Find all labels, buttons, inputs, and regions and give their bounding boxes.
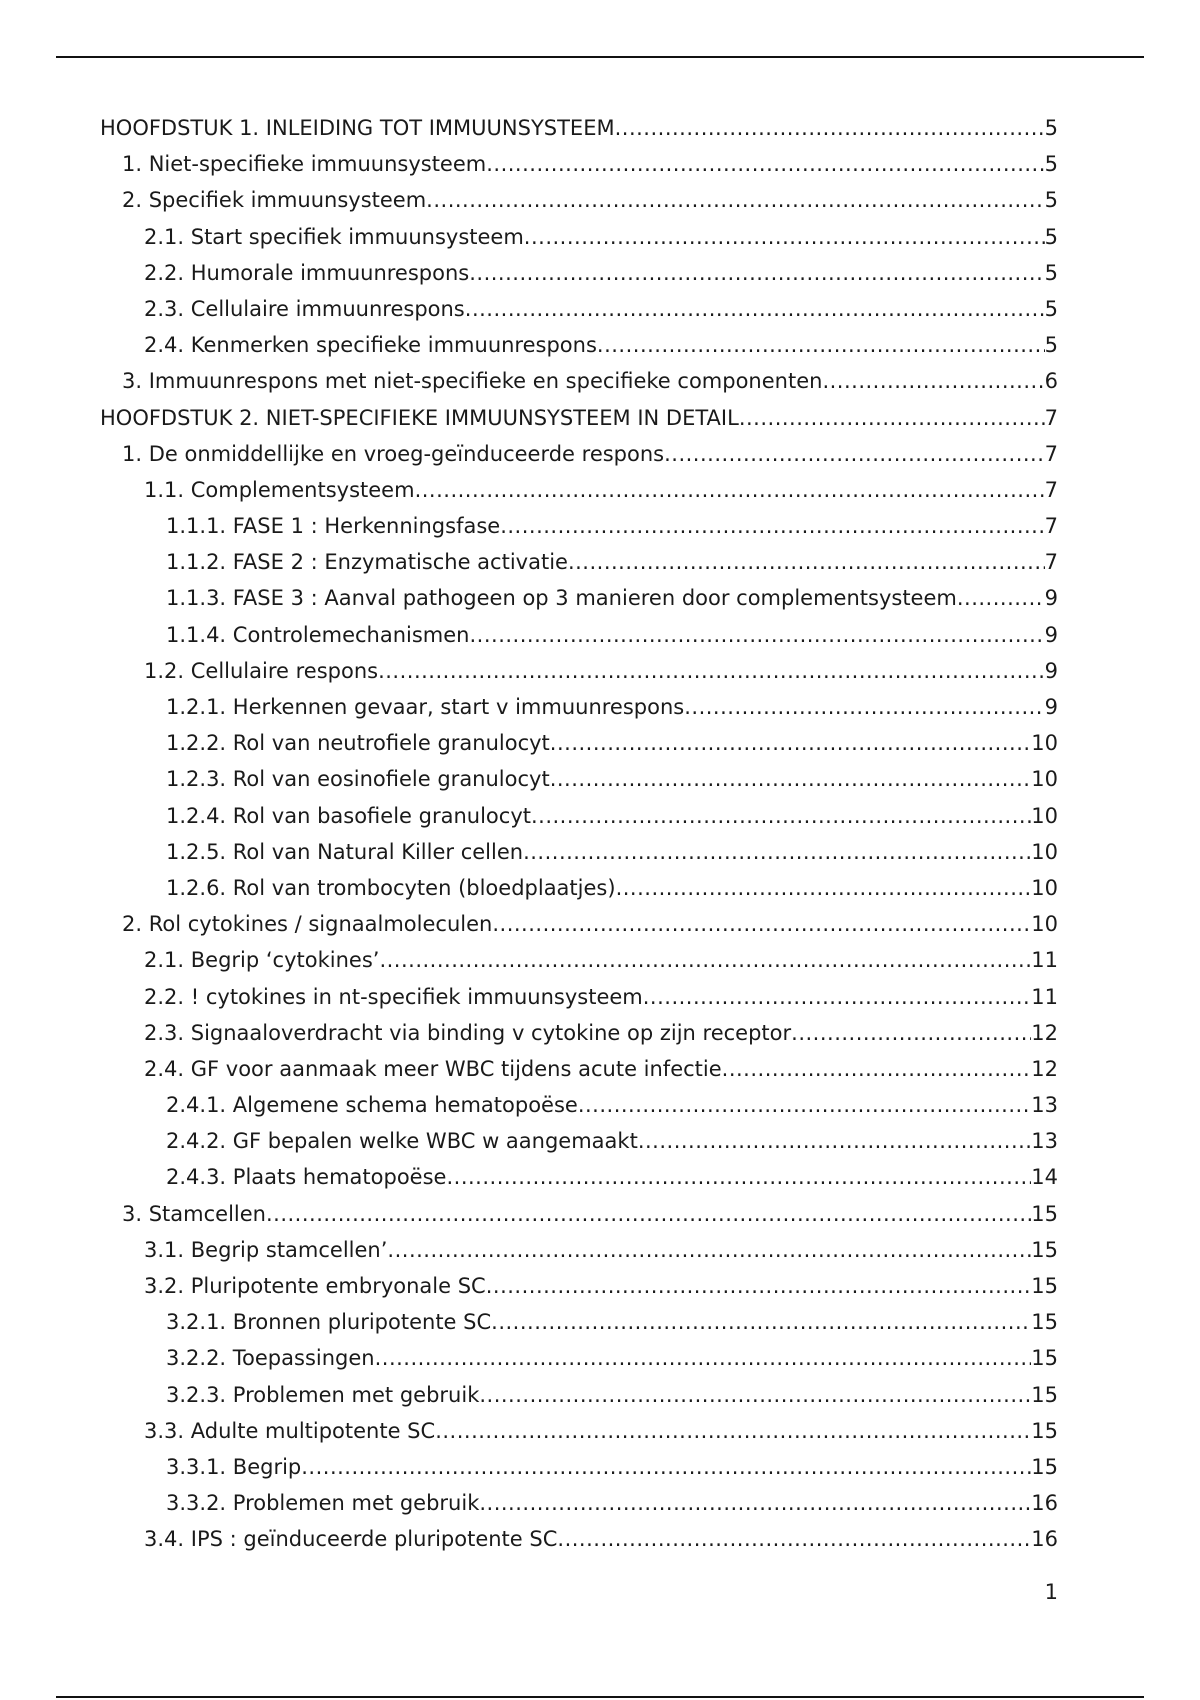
dot-leader [486, 146, 1044, 182]
toc-entry-page: 10 [1031, 912, 1058, 937]
toc-entry[interactable] [100, 798, 1058, 834]
dot-leader [465, 291, 1045, 327]
toc-entry[interactable] [100, 1015, 1058, 1051]
toc-entry[interactable] [100, 436, 1058, 472]
dot-leader [387, 1232, 1031, 1268]
toc-entry-page: 15 [1031, 1310, 1058, 1335]
dot-leader [739, 400, 1045, 436]
dot-leader [684, 689, 1044, 725]
dot-leader [615, 110, 1045, 146]
toc-entry-page: 5 [1044, 296, 1058, 321]
toc-entry-page: 5 [1044, 152, 1058, 177]
toc-entry[interactable] [100, 1232, 1058, 1268]
toc-entry-title: 1.1.4. Controlemechanismen [166, 622, 470, 647]
toc-entry-title: 1.1.2. FASE 2 : Enzymatische activatie [166, 550, 568, 575]
dot-leader [616, 870, 1032, 906]
footer-rule [56, 1696, 1144, 1698]
dot-leader [492, 906, 1031, 942]
toc-entry[interactable] [100, 1377, 1058, 1413]
toc-entry-page: 5 [1044, 260, 1058, 285]
toc-entry-title: 3.2.2. Toepassingen [166, 1346, 375, 1371]
toc-entry[interactable] [100, 291, 1058, 327]
dot-leader [378, 653, 1045, 689]
toc-entry-title: 2.2. Humorale immuunrespons [144, 260, 470, 285]
toc-entry-title: 3.3.2. Problemen met gebruik [166, 1491, 480, 1516]
dot-leader [479, 1377, 1031, 1413]
dot-leader [301, 1449, 1031, 1485]
dot-leader [523, 834, 1031, 870]
toc-entry-page: 7 [1044, 550, 1058, 575]
dot-leader [643, 979, 1032, 1015]
toc-entry-page: 9 [1044, 622, 1058, 647]
toc-entry-page: 15 [1031, 1237, 1058, 1262]
toc-entry-title: 2.3. Cellulaire immuunrespons [144, 296, 465, 321]
dot-leader [550, 761, 1032, 797]
toc-entry-title: 2.4. Kenmerken specifieke immuunrespons [144, 333, 597, 358]
toc-entry-title: 3.2.1. Bronnen pluripotente SC [166, 1310, 492, 1335]
toc-entry-page: 11 [1031, 948, 1058, 973]
toc-entry-title: 1.2.3. Rol van eosinofiele granulocyt [166, 767, 550, 792]
toc-entry[interactable] [100, 580, 1058, 616]
toc-entry-title: 2.4. GF voor aanmaak meer WBC tijdens acute infectie [144, 1056, 722, 1081]
toc-entry-page: 16 [1031, 1491, 1058, 1516]
toc-entry-title: 1. Niet-specifieke immuunsysteem [122, 152, 487, 177]
toc-entry-page: 15 [1031, 1418, 1058, 1443]
toc-entry[interactable] [100, 942, 1058, 978]
dot-leader [469, 255, 1044, 291]
toc-entry-title: 1.1. Complementsysteem [144, 477, 415, 502]
toc-entry[interactable] [100, 689, 1058, 725]
toc-entry-page: 12 [1031, 1020, 1058, 1045]
dot-leader [557, 1521, 1031, 1557]
toc-entry[interactable] [100, 834, 1058, 870]
toc-entry-title: 3.4. IPS : geïnduceerde pluripotente SC [144, 1527, 558, 1552]
toc-entry-page: 5 [1044, 116, 1058, 140]
dot-leader [375, 1340, 1032, 1376]
toc-entry-title: HOOFDSTUK 1. INLEIDING TOT IMMUUNSYSTEEM [100, 116, 615, 140]
dot-leader [435, 1413, 1031, 1449]
toc-entry-title: 2.3. Signaaloverdracht via binding v cytokine op zijn receptor [144, 1020, 792, 1045]
dot-leader [722, 1051, 1032, 1087]
toc-entry-title: 3.1. Begrip stamcellen’ [144, 1237, 388, 1262]
toc-entry[interactable] [100, 508, 1058, 544]
toc-entry[interactable] [100, 1304, 1058, 1340]
toc-entry[interactable] [100, 1051, 1058, 1087]
toc-entry[interactable] [100, 1123, 1058, 1159]
toc-entry-title: 1.2.1. Herkennen gevaar, start v immuunrespons [166, 695, 685, 719]
toc-entry-page: 14 [1031, 1165, 1058, 1190]
dot-leader [578, 1087, 1031, 1123]
toc-entry-page: 15 [1031, 1346, 1058, 1371]
toc-entry[interactable] [100, 1268, 1058, 1304]
dot-leader [415, 472, 1045, 508]
table-of-contents [100, 110, 1058, 1558]
toc-entry-page: 5 [1044, 333, 1058, 358]
toc-entry[interactable] [100, 1087, 1058, 1123]
dot-leader [266, 1196, 1031, 1232]
toc-entry-page: 11 [1031, 984, 1058, 1009]
toc-entry-page: 7 [1044, 514, 1058, 539]
toc-entry[interactable] [100, 110, 1058, 146]
dot-leader [597, 327, 1045, 363]
toc-entry[interactable] [100, 1159, 1058, 1195]
toc-entry[interactable] [100, 979, 1058, 1015]
page-number: 1 [1044, 1580, 1058, 1604]
toc-entry-title: 1.1.1. FASE 1 : Herkenningsfase [166, 514, 501, 539]
toc-entry[interactable] [100, 1449, 1058, 1485]
dot-leader [664, 436, 1045, 472]
toc-entry-page: 10 [1031, 875, 1058, 900]
toc-entry[interactable] [100, 761, 1058, 797]
toc-entry-title: 3. Immuunrespons met niet-specifieke en specifieke componenten [122, 369, 823, 394]
dot-leader [446, 1159, 1031, 1195]
toc-entry[interactable] [100, 219, 1058, 255]
toc-entry-page: 15 [1031, 1454, 1058, 1479]
toc-entry-page: 13 [1031, 1129, 1058, 1154]
dot-leader [379, 942, 1031, 978]
toc-entry[interactable] [100, 363, 1058, 399]
toc-entry[interactable] [100, 870, 1058, 906]
toc-entry-page: 9 [1044, 586, 1058, 611]
toc-entry[interactable] [100, 182, 1058, 218]
toc-entry[interactable] [100, 653, 1058, 689]
toc-entry-title: 1.1.3. FASE 3 : Aanval pathogeen op 3 manieren door complementsysteem [166, 586, 957, 611]
toc-entry-page: 5 [1044, 188, 1058, 213]
header-rule [56, 56, 1144, 58]
toc-entry[interactable] [100, 1413, 1058, 1449]
toc-entry-title: 3. Stamcellen [122, 1201, 266, 1226]
toc-entry-title: 2. Specifiek immuunsysteem [122, 188, 427, 213]
dot-leader [426, 182, 1044, 218]
dot-leader [957, 580, 1045, 616]
toc-entry-page: 15 [1031, 1201, 1058, 1226]
toc-entry-page: 15 [1031, 1274, 1058, 1298]
toc-entry-page: 15 [1031, 1382, 1058, 1407]
toc-entry-title: 1.2.4. Rol van basofiele granulocyt [166, 803, 531, 828]
toc-entry[interactable] [100, 146, 1058, 182]
toc-entry-page: 7 [1044, 405, 1058, 430]
toc-entry[interactable] [100, 400, 1058, 436]
toc-entry-title: 2. Rol cytokines / signaalmoleculen [122, 912, 493, 937]
toc-entry-page: 10 [1031, 839, 1058, 864]
toc-entry[interactable] [100, 1340, 1058, 1376]
toc-entry-title: 3.2.3. Problemen met gebruik [166, 1382, 480, 1407]
dot-leader [638, 1123, 1031, 1159]
dot-leader [822, 363, 1044, 399]
dot-leader [791, 1015, 1031, 1051]
toc-entry-title: 1. De onmiddellijke en vroeg-geïnduceerde respons [122, 441, 665, 466]
toc-entry-title: 2.4.2. GF bepalen welke WBC w aangemaakt [166, 1129, 638, 1154]
toc-entry[interactable] [100, 617, 1058, 653]
toc-entry-title: 2.4.3. Plaats hematopoëse [166, 1165, 447, 1190]
toc-entry-title: 2.1. Start specifiek immuunsysteem [144, 224, 524, 249]
dot-leader [524, 219, 1045, 255]
toc-entry-page: 6 [1044, 369, 1058, 394]
toc-entry[interactable] [100, 1196, 1058, 1232]
toc-entry-page: 10 [1031, 767, 1058, 792]
dot-leader [550, 725, 1031, 761]
toc-entry-title: 1.2.2. Rol van neutrofiele granulocyt [166, 731, 550, 756]
toc-entry-title: HOOFDSTUK 2. NIET-SPECIFIEKE IMMUUNSYSTEEM IN DETAIL [100, 405, 739, 430]
dot-leader [531, 798, 1031, 834]
toc-entry[interactable] [100, 1521, 1058, 1557]
toc-entry-title: 2.2. ! cytokines in nt-specifiek immuunsysteem [144, 984, 643, 1009]
toc-entry[interactable] [100, 255, 1058, 291]
toc-entry-title: 2.4.1. Algemene schema hematopoëse [166, 1093, 578, 1118]
toc-entry[interactable] [100, 472, 1058, 508]
toc-entry-page: 7 [1044, 441, 1058, 466]
toc-entry[interactable] [100, 725, 1058, 761]
dot-leader [491, 1304, 1031, 1340]
dot-leader [486, 1268, 1032, 1304]
toc-entry[interactable] [100, 906, 1058, 942]
toc-entry-page: 10 [1031, 731, 1058, 756]
toc-entry-page: 13 [1031, 1093, 1058, 1118]
dot-leader [500, 508, 1044, 544]
toc-entry-title: 3.2. Pluripotente embryonale SC [144, 1274, 486, 1298]
toc-entry-title: 1.2.6. Rol van trombocyten (bloedplaatjes) [166, 875, 616, 900]
toc-entry-page: 7 [1044, 477, 1058, 502]
toc-entry[interactable] [100, 327, 1058, 363]
dot-leader [470, 617, 1045, 653]
dot-leader [568, 544, 1045, 580]
toc-entry-title: 1.2. Cellulaire respons [144, 658, 379, 683]
toc-entry-title: 1.2.5. Rol van Natural Killer cellen [166, 839, 524, 864]
toc-entry-page: 12 [1031, 1056, 1058, 1081]
toc-entry-title: 3.3. Adulte multipotente SC [144, 1418, 436, 1443]
dot-leader [479, 1485, 1031, 1521]
toc-entry-page: 16 [1031, 1527, 1058, 1552]
toc-entry-title: 3.3.1. Begrip [166, 1454, 302, 1479]
toc-entry[interactable] [100, 1485, 1058, 1521]
toc-entry-page: 9 [1044, 695, 1058, 719]
toc-entry-title: 2.1. Begrip ‘cytokines’ [144, 948, 380, 973]
toc-entry-page: 9 [1044, 658, 1058, 683]
toc-entry-page: 10 [1031, 803, 1058, 828]
toc-entry[interactable] [100, 544, 1058, 580]
toc-entry-page: 5 [1044, 224, 1058, 249]
